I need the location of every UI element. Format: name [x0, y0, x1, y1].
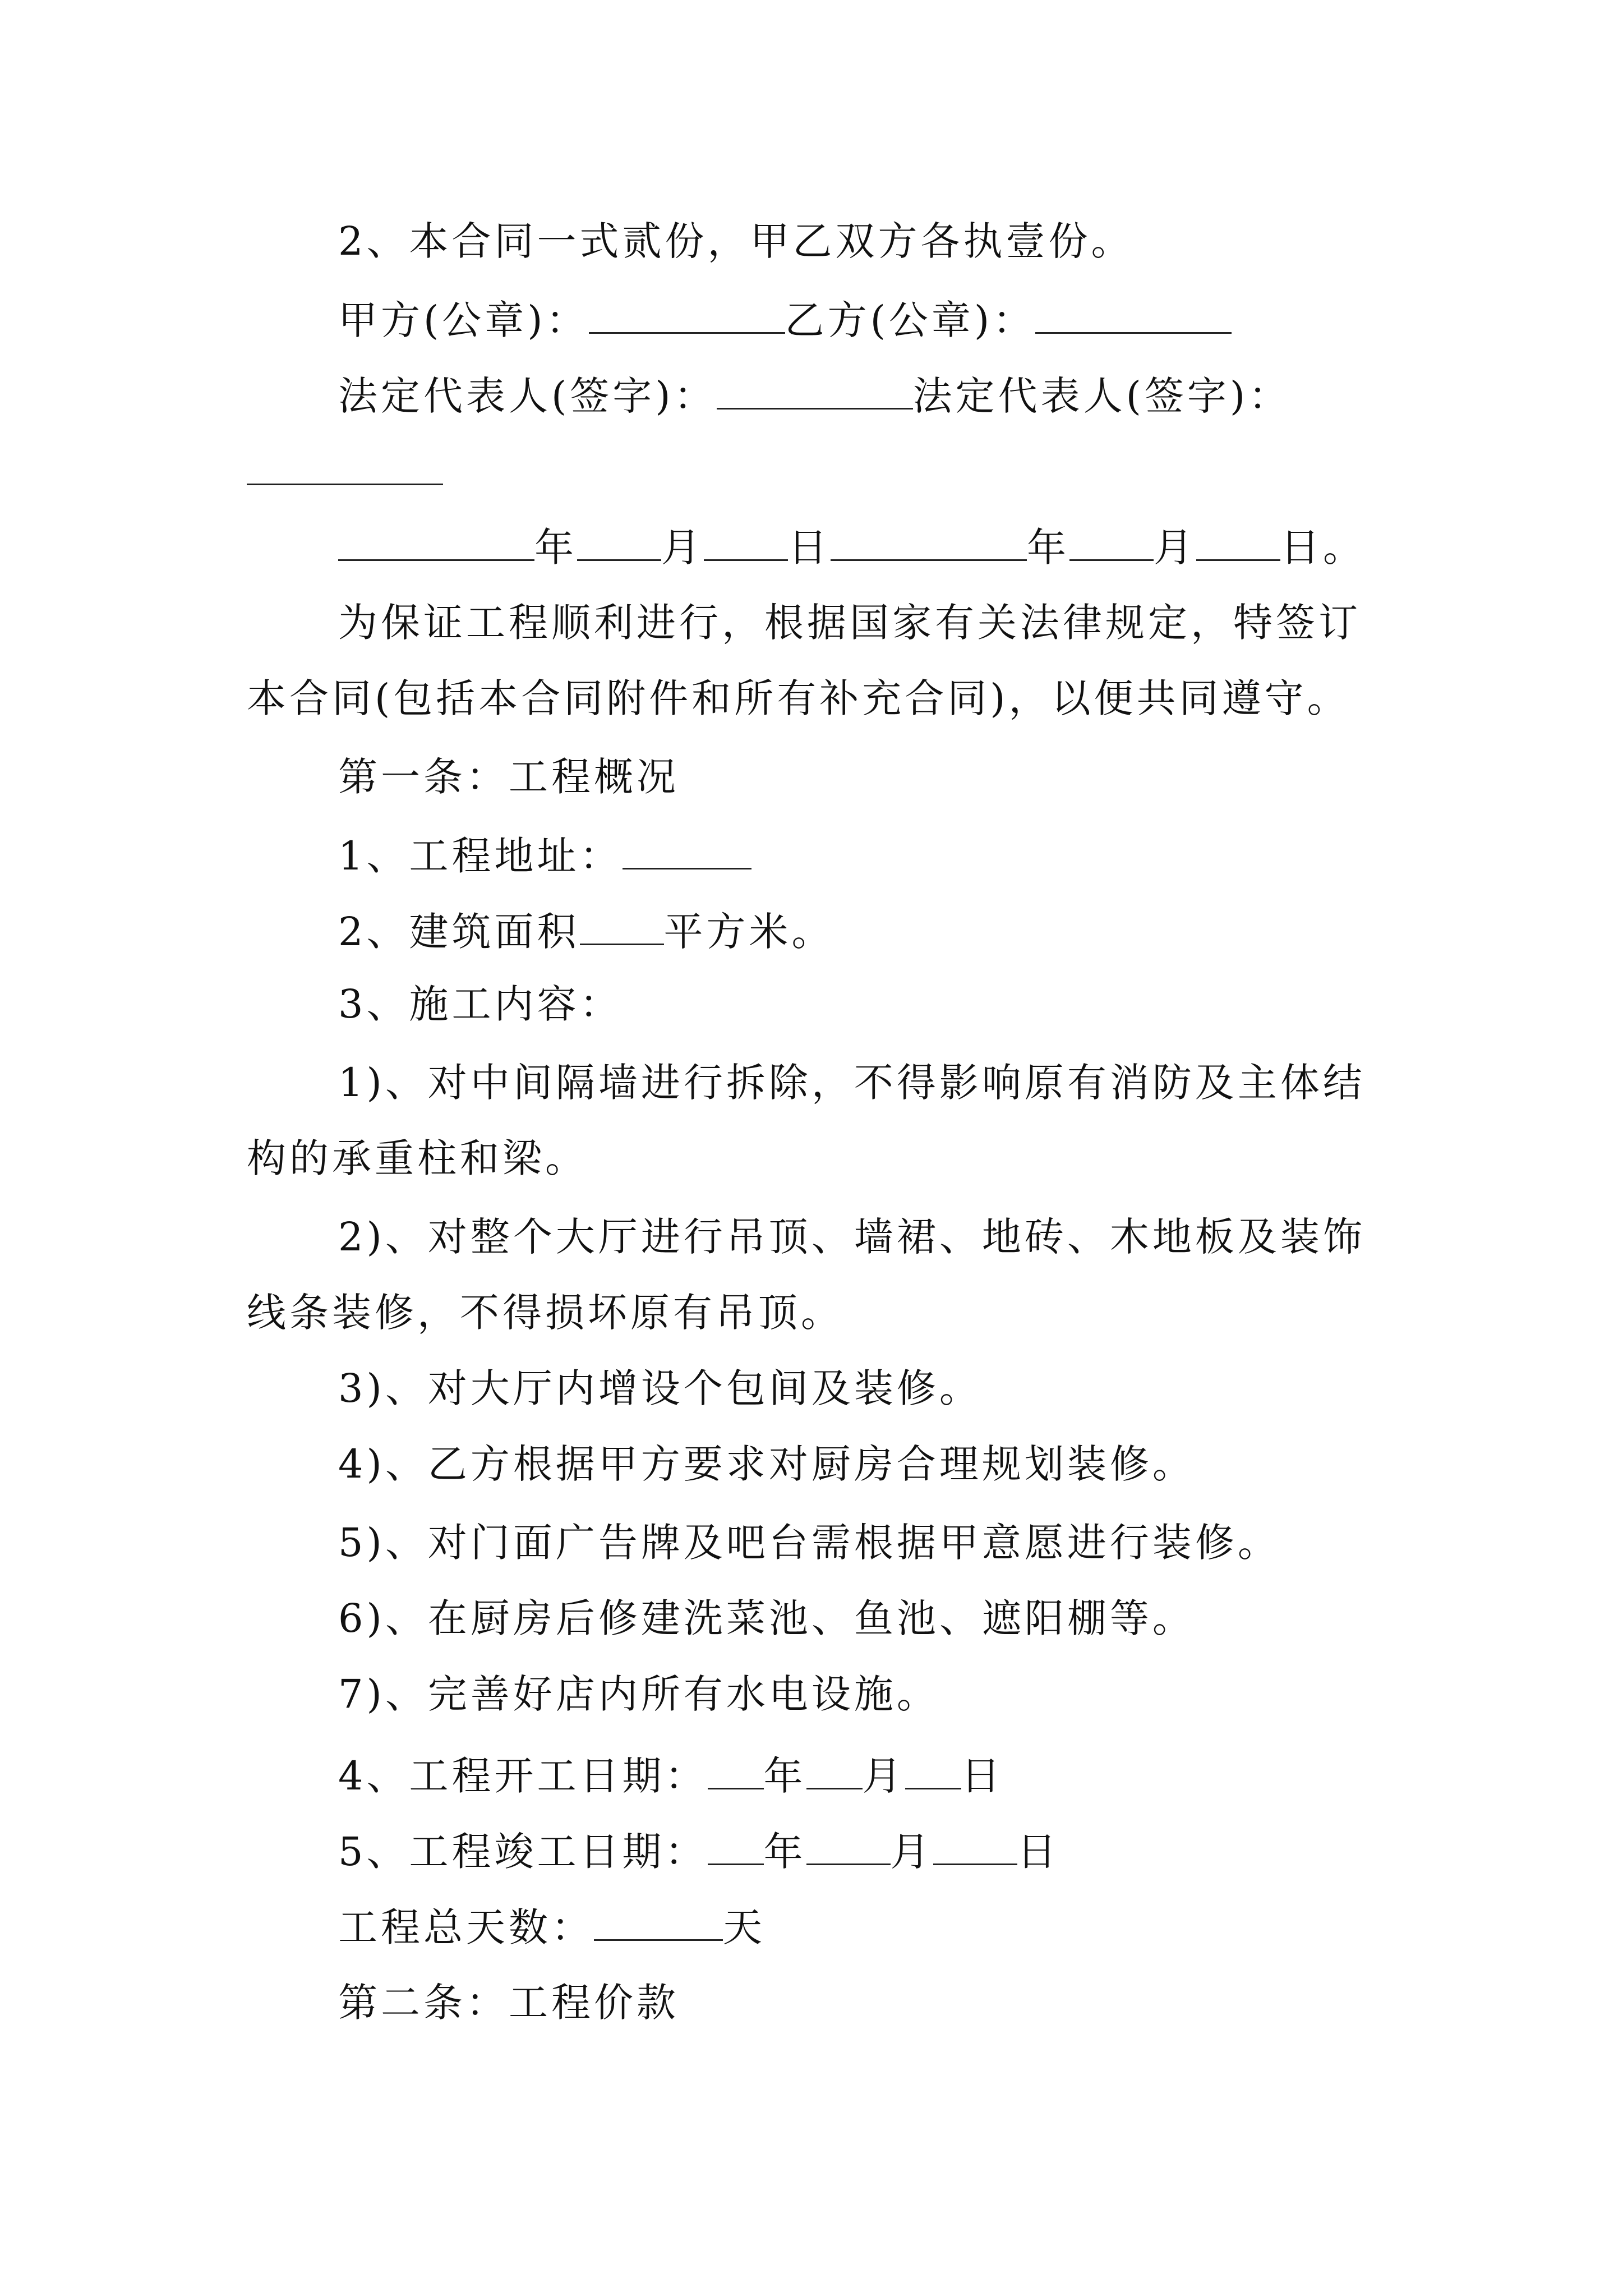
address-blank — [623, 827, 751, 869]
sub-item-2-line-1 — [247, 1212, 1376, 1262]
party-b-month-label: 月 — [1154, 524, 1196, 570]
party-a-month-label: 月 — [661, 524, 704, 570]
party-a-rep-label: 法定代表人(签字)： — [338, 373, 717, 419]
sub-item-5 — [247, 1517, 1376, 1568]
party-b-year-blank — [831, 519, 1027, 561]
sub-item-7 — [247, 1669, 1376, 1719]
preamble-text-1: 为保证工程顺利进行，根据国家有关法律规定，特签订 — [338, 600, 1361, 646]
representative-line — [247, 367, 1376, 421]
sub-item-6-text: 6)、在厨房后修建洗菜池、鱼池、遮阳棚等。 — [338, 1595, 1195, 1641]
party-b-day-blank — [1196, 519, 1280, 561]
sub-item-1-line-1 — [247, 1057, 1376, 1108]
sub-item-5-text: 5)、对门面广告牌及吧台需根据甲意愿进行装修。 — [338, 1520, 1280, 1566]
sub-item-2-text-1: 2)、对整个大厅进行吊顶、墙裙、地砖、木地板及装饰 — [338, 1214, 1366, 1260]
item-2-area — [247, 903, 1376, 957]
clause-copies-text: 2、本合同一式贰份，甲乙双方各执壹份。 — [338, 218, 1134, 264]
sub-item-2-text-2: 线条装修，不得损坏原有吊顶。 — [247, 1290, 843, 1336]
article-1-title: 第一条：工程概况 — [338, 754, 679, 800]
total-days-suffix: 天 — [723, 1904, 766, 1950]
total-days-blank — [594, 1899, 723, 1941]
party-a-month-blank — [577, 519, 661, 561]
party-b-seal-blank — [1035, 292, 1232, 334]
clause-copies — [247, 216, 1376, 266]
total-days-label: 工程总天数： — [338, 1904, 594, 1950]
end-year-label: 年 — [763, 1829, 806, 1875]
sub-item-1-text-1: 1)、对中间隔墙进行拆除，不得影响原有消防及主体结 — [338, 1060, 1366, 1106]
item-4-start-date — [247, 1747, 1376, 1801]
item-1-label: 1、工程地址： — [338, 833, 623, 879]
sub-item-2-line-2 — [247, 1287, 1376, 1338]
end-day-blank — [933, 1823, 1017, 1865]
sub-item-6 — [247, 1593, 1376, 1644]
party-b-day-label: 日。 — [1280, 524, 1366, 570]
sub-item-1-text-2: 构的承重柱和梁。 — [247, 1135, 588, 1181]
sub-item-4 — [247, 1439, 1376, 1489]
party-a-day-blank — [704, 519, 788, 561]
party-a-year-blank — [338, 519, 534, 561]
sub-item-4-text: 4)、乙方根据甲方要求对厨房合理规划装修。 — [338, 1441, 1195, 1487]
party-b-rep-blank — [247, 443, 443, 485]
article-2-title: 第二条：工程价款 — [338, 1980, 679, 2026]
item-5-label: 5、工程竣工日期： — [338, 1829, 708, 1875]
party-a-seal-label: 甲方(公章)： — [338, 297, 589, 343]
area-blank — [580, 903, 664, 945]
start-month-label: 月 — [862, 1753, 905, 1799]
sub-item-3 — [247, 1363, 1376, 1414]
sub-item-7-text: 7)、完善好店内所有水电设施。 — [338, 1671, 939, 1717]
item-2-prefix: 2、建筑面积 — [338, 909, 580, 955]
sub-item-1-line-2 — [247, 1133, 1376, 1184]
preamble-text-2: 本合同(包括本合同附件和所有补充合同)，以便共同遵守。 — [247, 675, 1350, 721]
sub-item-3-text: 3)、对大厅内增设个包间及装修。 — [338, 1365, 982, 1411]
date-line — [247, 519, 1376, 573]
article-2-heading — [247, 1977, 1376, 2028]
start-year-label: 年 — [763, 1753, 806, 1799]
item-5-end-date — [247, 1823, 1376, 1877]
end-day-label: 日 — [1017, 1829, 1060, 1875]
total-days-line — [247, 1899, 1376, 1953]
item-3-scope — [247, 979, 1376, 1029]
end-year-blank — [708, 1823, 764, 1865]
party-a-rep-blank — [717, 367, 913, 409]
party-b-seal-label: 乙方(公章)： — [785, 297, 1036, 343]
representative-continued — [247, 443, 1376, 497]
party-a-seal-blank — [589, 292, 785, 334]
item-3-label: 3、施工内容： — [338, 981, 623, 1027]
item-2-suffix: 平方米。 — [663, 909, 834, 955]
party-b-month-blank — [1069, 519, 1154, 561]
preamble-line-2 — [247, 673, 1376, 724]
party-b-rep-label: 法定代表人(签字)： — [912, 373, 1292, 419]
party-a-year-label: 年 — [534, 524, 577, 570]
party-b-year-label: 年 — [1027, 524, 1069, 570]
seal-line — [247, 292, 1376, 346]
start-year-blank — [708, 1747, 764, 1789]
end-month-label: 月 — [890, 1829, 933, 1875]
start-day-blank — [905, 1747, 961, 1789]
article-1-heading — [247, 752, 1376, 802]
item-1-address — [247, 827, 1376, 881]
item-4-label: 4、工程开工日期： — [338, 1753, 708, 1799]
end-month-blank — [806, 1823, 891, 1865]
party-a-day-label: 日 — [788, 524, 831, 570]
start-month-blank — [806, 1747, 863, 1789]
start-day-label: 日 — [961, 1753, 1004, 1799]
preamble-line-1 — [247, 597, 1376, 648]
